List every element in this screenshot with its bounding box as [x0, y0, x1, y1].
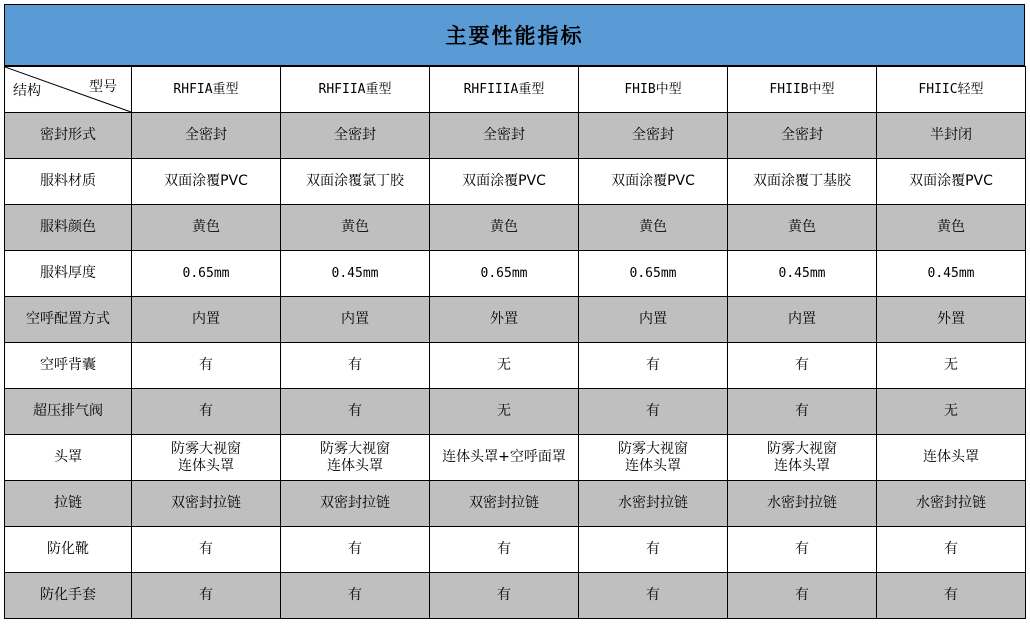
table-cell: 0.65mm: [430, 251, 579, 297]
table-cell: [728, 435, 877, 481]
table-cell: 全密封: [579, 113, 728, 159]
table-cell: 双面涂覆丁基胶: [728, 159, 877, 205]
table-cell: [877, 435, 1026, 481]
table-cell: 全密封: [132, 113, 281, 159]
table-cell: 有: [281, 527, 430, 573]
table-cell: 黄色: [728, 205, 877, 251]
table-cell: 有: [728, 343, 877, 389]
table-cell: 有: [728, 573, 877, 619]
cell-line: 连体头罩: [327, 457, 383, 474]
row-label: 头罩: [5, 435, 132, 481]
table-row: [5, 343, 1026, 389]
table-cell: 双密封拉链: [281, 481, 430, 527]
table-row: [5, 251, 1026, 297]
row-label: 服料颜色: [5, 205, 132, 251]
table-row: [5, 297, 1026, 343]
table-cell: 黄色: [579, 205, 728, 251]
cell-line: 防雾大视窗: [320, 440, 390, 457]
table-cell: 无: [877, 389, 1026, 435]
table-cell: 外置: [877, 297, 1026, 343]
table-cell: 水密封拉链: [877, 481, 1026, 527]
table-cell: 有: [281, 343, 430, 389]
table-cell: 内置: [281, 297, 430, 343]
model-label: 型号: [89, 79, 117, 95]
cell-line: 连体头罩: [625, 457, 681, 474]
cell-line: 防雾大视窗: [171, 440, 241, 457]
model-header: FHIIB中型: [728, 67, 877, 113]
table-cell: 有: [281, 573, 430, 619]
table-cell: [579, 435, 728, 481]
table-cell: 黄色: [877, 205, 1026, 251]
row-label: 防化手套: [5, 573, 132, 619]
table-cell: 内置: [728, 297, 877, 343]
table-cell: 有: [579, 389, 728, 435]
row-label: 防化靴: [5, 527, 132, 573]
table-cell: [132, 435, 281, 481]
table-cell: 有: [281, 389, 430, 435]
table-cell: 有: [728, 527, 877, 573]
table-cell: 有: [579, 343, 728, 389]
table-cell: 0.65mm: [579, 251, 728, 297]
table-cell: 双面涂覆PVC: [579, 159, 728, 205]
table-row: [5, 205, 1026, 251]
table-cell: 无: [430, 389, 579, 435]
row-label: 空呼背囊: [5, 343, 132, 389]
table-cell: 0.45mm: [877, 251, 1026, 297]
cell-line: 防雾大视窗: [767, 440, 837, 457]
cell-line: 连体头罩: [923, 449, 979, 465]
model-header: RHFIIA重型: [281, 67, 430, 113]
row-label: 密封形式: [5, 113, 132, 159]
table-cell: 有: [728, 389, 877, 435]
table-cell: 全密封: [430, 113, 579, 159]
cell-line: 连体头罩: [774, 457, 830, 474]
row-label: 服料材质: [5, 159, 132, 205]
table-cell: 有: [132, 573, 281, 619]
row-label: 服料厚度: [5, 251, 132, 297]
table-cell: 全密封: [281, 113, 430, 159]
table-row: [5, 481, 1026, 527]
row-label: 拉链: [5, 481, 132, 527]
table-cell: 0.65mm: [132, 251, 281, 297]
table-cell: 双面涂覆PVC: [430, 159, 579, 205]
row-label: 超压排气阀: [5, 389, 132, 435]
model-header: RHFIIIA重型: [430, 67, 579, 113]
table-row: [5, 159, 1026, 205]
cell-line: 连体头罩+空呼面罩: [442, 449, 566, 465]
row-label: 空呼配置方式: [5, 297, 132, 343]
table-cell: 双密封拉链: [430, 481, 579, 527]
table-row: [5, 527, 1026, 573]
table-cell: 0.45mm: [728, 251, 877, 297]
table-cell: 全密封: [728, 113, 877, 159]
table-cell: 半封闭: [877, 113, 1026, 159]
table-cell: [430, 435, 579, 481]
table-row: [5, 435, 1026, 481]
table-row: [5, 573, 1026, 619]
table-title: 主要性能指标: [4, 4, 1025, 66]
table-cell: 双面涂覆PVC: [877, 159, 1026, 205]
table-cell: 双面涂覆氯丁胶: [281, 159, 430, 205]
model-header: RHFIA重型: [132, 67, 281, 113]
table-cell: 黄色: [281, 205, 430, 251]
model-header: FHIIC轻型: [877, 67, 1026, 113]
table-cell: 黄色: [430, 205, 579, 251]
table-cell: 有: [430, 573, 579, 619]
table-cell: 0.45mm: [281, 251, 430, 297]
table-cell: 有: [132, 527, 281, 573]
table-cell: 水密封拉链: [728, 481, 877, 527]
table-cell: 黄色: [132, 205, 281, 251]
spec-body: [5, 113, 1026, 619]
table-cell: 外置: [430, 297, 579, 343]
cell-line: 防雾大视窗: [618, 440, 688, 457]
table-cell: 有: [132, 343, 281, 389]
table-cell: [281, 435, 430, 481]
table-cell: 内置: [579, 297, 728, 343]
table-cell: 双面涂覆PVC: [132, 159, 281, 205]
corner-header-cell: [5, 67, 132, 113]
table-cell: 水密封拉链: [579, 481, 728, 527]
struct-label: 结构: [13, 83, 41, 99]
table-cell: 无: [430, 343, 579, 389]
table-row: [5, 113, 1026, 159]
table-cell: 双密封拉链: [132, 481, 281, 527]
table-cell: 有: [132, 389, 281, 435]
table-cell: 有: [579, 573, 728, 619]
table-cell: 有: [877, 527, 1026, 573]
header-row: [5, 67, 1026, 113]
table-cell: 有: [877, 573, 1026, 619]
table-row: [5, 389, 1026, 435]
spec-table: [4, 66, 1026, 619]
table-cell: 有: [430, 527, 579, 573]
table-cell: 有: [579, 527, 728, 573]
model-header: FHIB中型: [579, 67, 728, 113]
table-cell: 内置: [132, 297, 281, 343]
spec-sheet: [4, 4, 1025, 619]
table-cell: 无: [877, 343, 1026, 389]
cell-line: 连体头罩: [178, 457, 234, 474]
